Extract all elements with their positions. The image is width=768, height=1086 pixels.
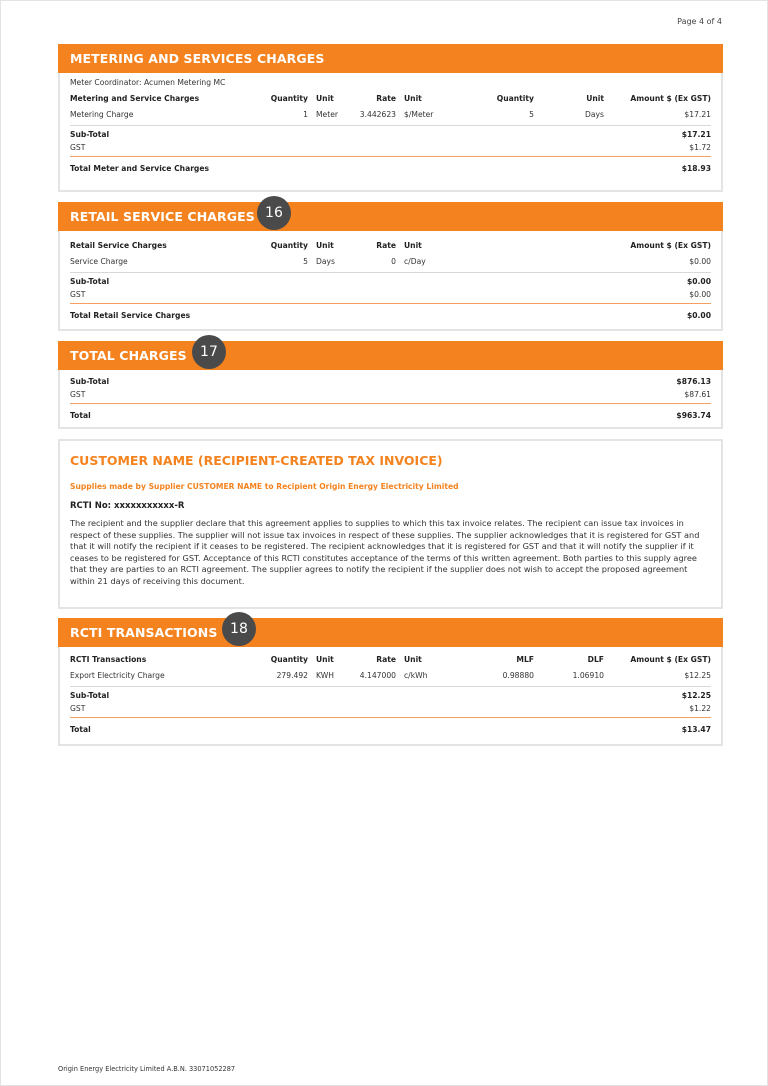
col-header: DLF <box>587 655 604 664</box>
total-label: Total <box>70 725 91 734</box>
total-label: Total <box>70 411 91 420</box>
cell: c/kWh <box>404 671 428 680</box>
subtotal-row <box>70 275 711 288</box>
subtotal-row <box>70 375 711 388</box>
total-label: Total Retail Service Charges <box>70 311 191 320</box>
col-header: Retail Service Charges <box>70 241 167 250</box>
rcti-table-header <box>70 652 711 668</box>
cell: c/Day <box>404 257 426 266</box>
total-row <box>70 720 711 740</box>
customer-subtitle: Supplies made by Supplier CUSTOMER NAME to Recipient Origin Energy Electricity Limited <box>70 482 459 491</box>
cell: Metering Charge <box>70 110 134 119</box>
customer-agreement-box <box>58 439 723 609</box>
cell: 0.98880 <box>502 671 534 680</box>
col-header: Unit <box>316 241 334 250</box>
total-charges-title: TOTAL CHARGES <box>70 348 187 363</box>
total-value: $18.93 <box>681 164 711 173</box>
retail-title: RETAIL SERVICE CHARGES <box>70 209 255 224</box>
metering-title: METERING AND SERVICES CHARGES <box>70 51 325 66</box>
subtotal-label: Sub-Total <box>70 277 110 286</box>
divider <box>70 272 711 273</box>
retail-section <box>58 202 723 331</box>
retail-header <box>58 202 723 231</box>
total-value: $0.00 <box>686 311 711 320</box>
gst-row <box>70 141 711 154</box>
agreement-paragraph: The recipient and the supplier declare that this agreement applies to supplies to which this tax invoice relates. The recipient can issue tax invoices in respect of these supplies. The supplier will not issue tax invoices in respect of these supplies. The supplier acknowledges that it is registered for GST and that it will notify the recipient if it ceases to be registered. The recipient acknowledges that it is registered for GST and that it will notify the supplier if it ceases to be registered for GST. Acceptance of this RCTI constitutes acceptance of the terms of this written agreement. Both parties to this supply agree that they are parties to an RCTI agreement. The supplier agrees to notify the recipient if the supplier does not wish to accept the proposed agreement within 21 days of receiving this document. <box>70 518 700 586</box>
gst-label: GST <box>70 290 86 299</box>
gst-value: $1.22 <box>689 704 711 713</box>
cell: 5 <box>303 257 308 266</box>
total-value: $13.47 <box>681 725 711 734</box>
gst-label: GST <box>70 143 86 152</box>
gst-row <box>70 288 711 301</box>
metering-table-header <box>70 91 711 107</box>
gst-label: GST <box>70 704 86 713</box>
subtotal-row <box>70 689 711 702</box>
col-header: Unit <box>404 655 422 664</box>
total-charges-section <box>58 341 723 429</box>
total-label: Total Meter and Service Charges <box>70 164 210 173</box>
metering-section <box>58 44 723 192</box>
cell: Service Charge <box>70 257 128 266</box>
cell: 0 <box>391 257 396 266</box>
gst-value: $87.61 <box>684 390 711 399</box>
divider <box>70 125 711 126</box>
subtotal-label: Sub-Total <box>70 691 110 700</box>
cell: Export Electricity Charge <box>70 671 165 680</box>
page-number: Page 4 of 4 <box>677 17 722 26</box>
col-header: Unit <box>316 655 334 664</box>
retail-table-header <box>70 238 711 254</box>
rcti-title: RCTI TRANSACTIONS <box>70 625 218 640</box>
step-badge: 17 <box>192 335 226 369</box>
customer-title: CUSTOMER NAME (RECIPIENT-CREATED TAX INVOICE) <box>70 453 443 468</box>
cell: $0.00 <box>689 257 711 266</box>
col-header: Unit <box>586 94 604 103</box>
subtotal-value: $12.25 <box>681 691 711 700</box>
col-header: Quantity <box>270 241 308 250</box>
col-header: Amount $ (Ex GST) <box>630 241 711 250</box>
gst-row <box>70 388 711 401</box>
cell: $12.25 <box>684 671 711 680</box>
gst-row <box>70 702 711 715</box>
cell: $/Meter <box>404 110 434 119</box>
cell: 1.06910 <box>572 671 604 680</box>
cell: Meter <box>316 110 338 119</box>
total-value: $963.74 <box>676 411 711 420</box>
cell: $17.21 <box>684 110 711 119</box>
table-row <box>70 254 711 270</box>
cell: Days <box>585 110 604 119</box>
meter-coordinator: Meter Coordinator: Acumen Metering MC <box>70 78 226 87</box>
cell: 4.147000 <box>359 671 396 680</box>
col-header: Quantity <box>270 655 308 664</box>
col-header: Quantity <box>270 94 308 103</box>
col-header: Rate <box>376 241 396 250</box>
divider <box>70 403 711 404</box>
gst-value: $1.72 <box>689 143 711 152</box>
col-header: Amount $ (Ex GST) <box>630 94 711 103</box>
total-charges-header <box>58 341 723 370</box>
rcti-section <box>58 618 723 746</box>
col-header: Amount $ (Ex GST) <box>630 655 711 664</box>
divider <box>70 717 711 718</box>
col-header: RCTI Transactions <box>70 655 147 664</box>
subtotal-row <box>70 128 711 141</box>
divider <box>70 303 711 304</box>
divider <box>70 686 711 687</box>
col-header: Rate <box>376 655 396 664</box>
col-header: Unit <box>404 94 422 103</box>
metering-header <box>58 44 723 73</box>
rcti-header <box>58 618 723 647</box>
footer-company: Origin Energy Electricity Limited A.B.N. 33071052287 <box>58 1065 236 1073</box>
total-row <box>70 306 711 326</box>
cell: Days <box>316 257 335 266</box>
col-header: Metering and Service Charges <box>70 94 200 103</box>
gst-label: GST <box>70 390 86 399</box>
cell: KWH <box>316 671 334 680</box>
col-header: Quantity <box>496 94 534 103</box>
cell: 5 <box>529 110 534 119</box>
step-badge: 18 <box>222 612 256 646</box>
subtotal-value: $0.00 <box>686 277 711 286</box>
cell: 3.442623 <box>359 110 396 119</box>
table-row <box>70 107 711 123</box>
table-row <box>70 668 711 684</box>
total-row <box>70 159 711 179</box>
cell: 279.492 <box>276 671 308 680</box>
subtotal-value: $17.21 <box>681 130 711 139</box>
col-header: Rate <box>376 94 396 103</box>
rcti-number: RCTI No: xxxxxxxxxxx-R <box>70 501 185 511</box>
total-row <box>70 406 711 426</box>
col-header: Unit <box>404 241 422 250</box>
gst-value: $0.00 <box>689 290 711 299</box>
divider <box>70 156 711 157</box>
col-header: Unit <box>316 94 334 103</box>
step-badge: 16 <box>257 196 291 230</box>
subtotal-label: Sub-Total <box>70 130 110 139</box>
subtotal-value: $876.13 <box>676 377 711 386</box>
cell: 1 <box>303 110 308 119</box>
subtotal-label: Sub-Total <box>70 377 110 386</box>
col-header: MLF <box>516 655 534 664</box>
